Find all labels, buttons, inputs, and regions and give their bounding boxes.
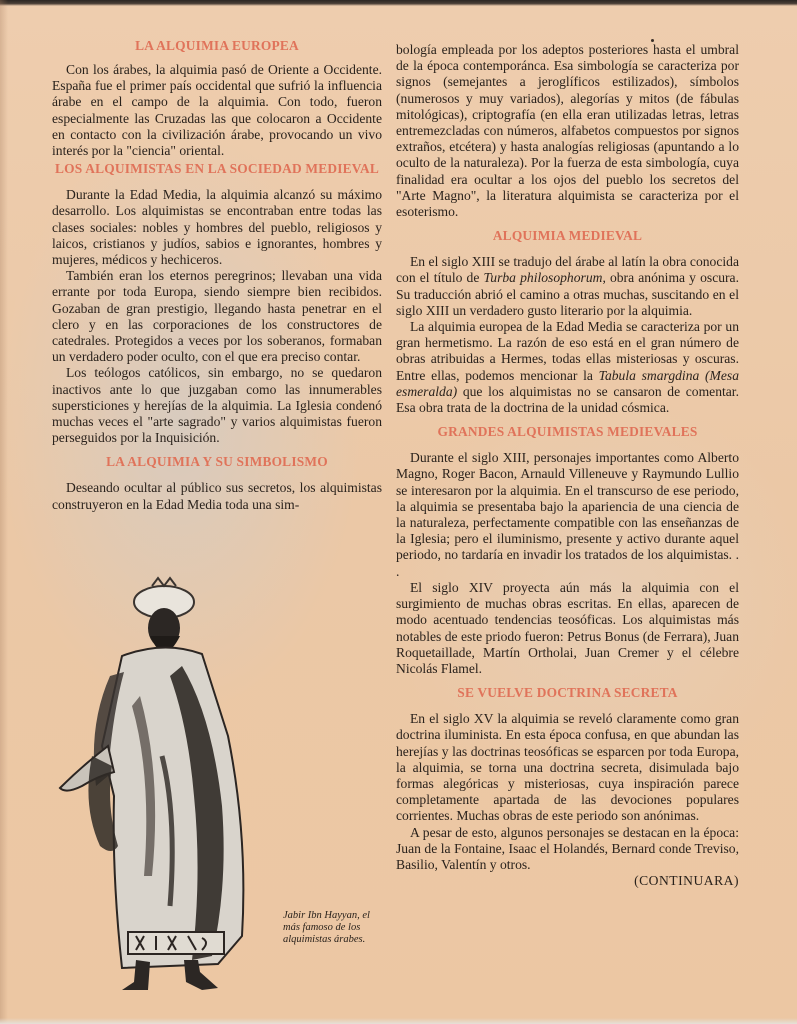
continuara-label: (CONTINUARA) [634, 873, 739, 889]
section-heading-alquimia-medieval: ALQUIMIA MEDIEVAL [492, 228, 643, 244]
figure-caption: Jabir Ibn Hayyan, el más famoso de los alquimistas árabes. [283, 910, 370, 945]
paragraph: En el siglo XV la alquimia se reveló claramente como gran doctrina iluminista. En esta época confusa, en que abundan las herejías y las doctrinas teosóficas se esparcen por toda Europa, la alquimia, se torna una doctrina secreta, disimulada bajo formas alegóricas y misteriosas, cuya inspiración parece completamente apartada de las devociones populares corrientes. Muchas obras de este periodo son anónimas. [396, 711, 739, 824]
paragraph: Durante la Edad Media, la alquimia alcanzó su máximo desarrollo. Los alquimistas se encontraban entre todas las clases sociales: nobles y hombres del pueblo, religiosos y laicos, cristianos y judíos, sabios e ignorantes, hombres y mujeres, médicos y hechiceros. [52, 187, 382, 268]
paragraph: También eran los eternos peregrinos; llevaban una vida errante por toda Europa, siendo siempre bien recibidos. Gozaban de gran prestigio, llegando hasta penetrar en el clero y en las corporaciones de los constructores de catedrales. Protegidos a veces por los soberanos, formaban un verdadero poder oculto, con el que era preciso contar. [52, 268, 382, 365]
italic-title-tabula: Tabula smargdina (Mesa esmeralda) [396, 367, 739, 399]
paragraph: Durante el siglo XIII, personajes importantes como Alberto Magno, Roger Bacon, Arnauld Villeneuve y Raymundo Lullio se interesaron por la alquimia. En el transcurso de ese periodo, la alquimia se presentaba bajo la apariencia de una ciencia de la naturaleza, perfectamente compatible con las enseñanzas de la Iglesia; pero el iluminismo, presente y activo durante aquel periodo, no tardaría en invadir los tratados de los alquimistas. . . [396, 450, 739, 579]
paragraph: Deseando ocultar al público sus secretos, los alquimistas construyeron en la Edad Media toda una sim- [52, 480, 382, 512]
paragraph: La alquimia europea de la Edad Media se caracteriza por un gran hermetismo. La razón de eso está en el gran número de obras atribuidas a Hermes, todas ellas misteriosas y oscuras. Entre ellas, podemos mencionar la Tabula smargdina (Mesa esmeralda) que los alquimistas no se cansaron de comentar. Esa obra trata de la doctrina de la unidad cósmica. [396, 319, 739, 416]
paragraph: El siglo XIV proyecta aún más la alquimia con el surgimiento de muchas obras escritas. En ellas, aparecen de modo acentuado tendencias teosóficas. Los alquimistas más notables de este priodo fueron: Petrus Bonus (de Ferrara), Juan Roquetaillade, Martín Ortholai, Juan Cremer y el célebre Nicolás Flamel. [396, 579, 739, 676]
left-column [52, 38, 382, 513]
paragraph: Los teólogos católicos, sin embargo, no se quedaron inactivos ante lo que juzgaban como las innumerables supersticiones y herejías de la alquimia. La Iglesia condenó muchas veces el "arte sagrado" y varios alquimistas fueron perseguidos por la Inquisición. [52, 365, 382, 446]
section-heading-simbolismo: LA ALQUIMIA Y SU SIMBOLISMO [106, 454, 328, 470]
section-heading-grandes-alquimistas: GRANDES ALQUIMISTAS MEDIEVALES [437, 424, 698, 440]
scan-top-edge [0, 0, 797, 6]
jabir-ibn-hayyan-illustration [52, 576, 252, 1000]
robed-figure-drawing [52, 576, 252, 1000]
italic-title-turba: Turba philosophorum [483, 270, 603, 286]
paragraph: A pesar de esto, algunos personajes se destacan en la época: Juan de la Fontaine, Isaac el Holandés, Bernard conde Treviso, Basilio, Valentín y otros. [396, 824, 739, 872]
section-heading-doctrina-secreta: SE VUELVE DOCTRINA SECRETA [457, 685, 678, 701]
paragraph: Con los árabes, la alquimia pasó de Oriente a Occidente. España fue el primer país occidental que sufrió la influencia árabe en el campo de la alquimia. Con todo, fueron especialmente las Cruzadas las que colocaron a Occidente en contacto con la civilización árabe, provocando un vivo interés por la "ciencia" oriental. [52, 62, 382, 159]
paragraph-continuation: bología empleada por los adeptos posteriores hasta el umbral de la época contemporánca. Esa simbología se caracteriza por signos (semejantes a jeroglíficos estilizados), símbolos (numerosos y muy variados), alegorías y mitos (de fábulas mitológicas), criptografía (en ella eran utilizadas letras, letras entremezcladas con números, alfabetos compuestos por signos extraños, etcétera) y hasta analogías religiosas (apuntando a lo oculto de la naturaleza). Por la fuerza de esta simbología, cuya finalidad era ocultar a los ojos del pueblo los secretos del "Arte Magno", la literatura alquimista se caracteriza por el esoterismo. [396, 42, 739, 220]
section-heading-alquimia-europea: LA ALQUIMIA EUROPEA [135, 38, 299, 53]
scan-bottom-edge [0, 1018, 797, 1024]
scan-left-edge [0, 0, 8, 1024]
right-column [396, 42, 739, 889]
paragraph: En el siglo XIII se tradujo del árabe al latín la obra conocida con el título de Turba philosophorum, obra anónima y oscura. Su traducción abrió el camino a otras muchas, suscitando en el siglo XIII un verdadero gusto literario por la alquimia. [396, 254, 739, 318]
section-heading-sociedad-medieval: LOS ALQUIMISTAS EN LA SOCIEDAD MEDIEVAL [55, 161, 379, 177]
